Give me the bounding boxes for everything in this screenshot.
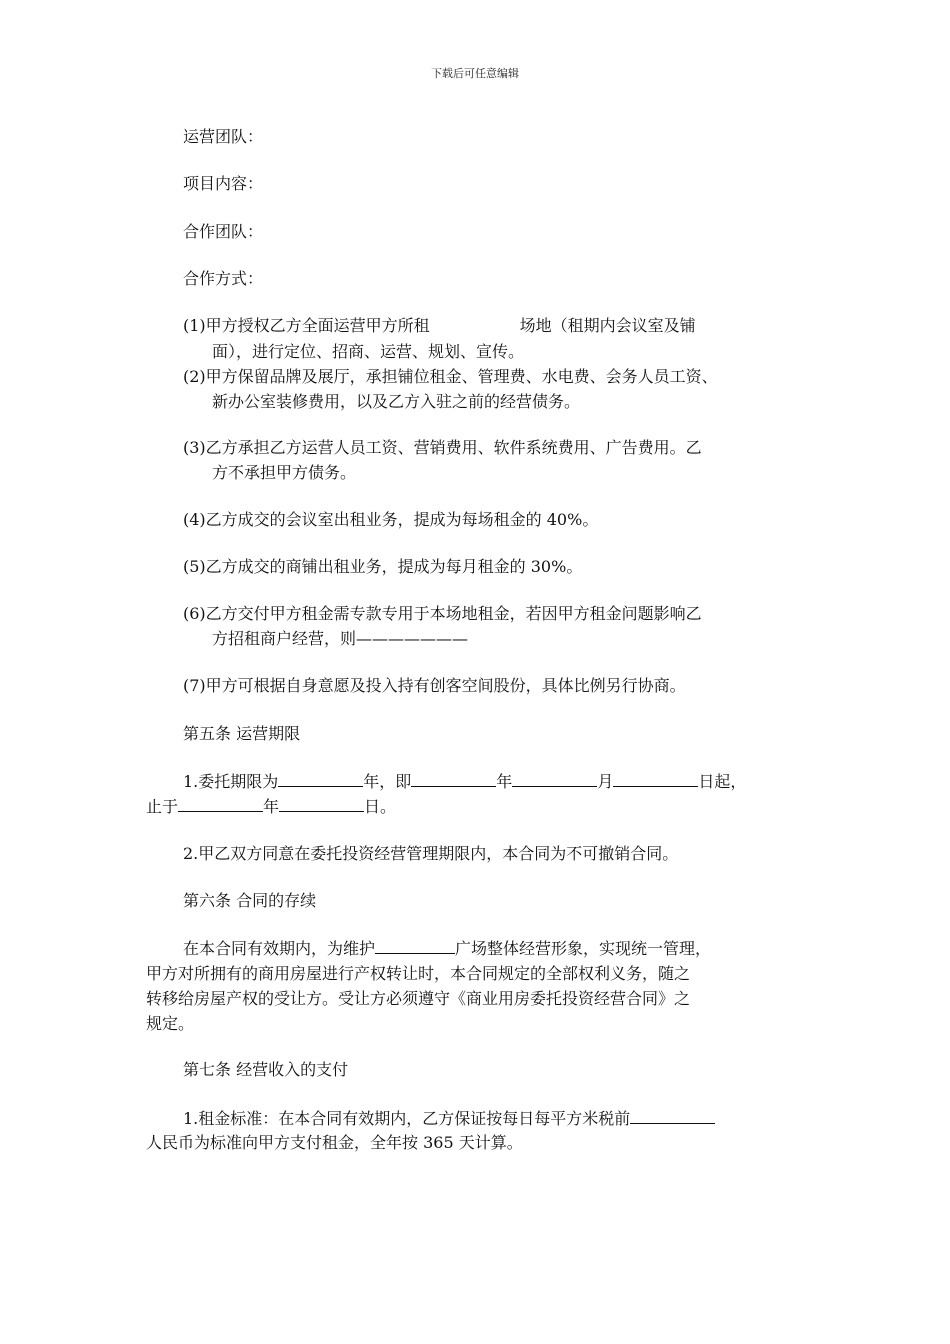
article-7-para-1 <box>183 1106 715 1131</box>
end-year-label: 年 <box>263 797 280 816</box>
field-cooperation-team: 合作团队： <box>183 222 264 241</box>
article-7-para-1-cont: 人民币为标准向甲方支付租金，全年按 365 天计算。 <box>146 1133 523 1152</box>
cooperation-item-1 <box>183 314 696 338</box>
article-6-text-a: 在本合同有效期内，为维护 <box>183 939 376 958</box>
cooperation-item-2-cont: 新办公室装修费用，以及乙方入驻之前的经营债务。 <box>212 392 581 411</box>
rent-standard-text: 1.租金标准：在本合同有效期内，乙方保证按每日每平方米税前 <box>183 1109 631 1128</box>
start-year-label: 年 <box>496 772 513 791</box>
cooperation-item-7: (7)甲方可根据自身意愿及投入持有创客空间股份，具体比例另行协商。 <box>183 676 686 695</box>
blank-start-day <box>613 769 698 787</box>
term-year-label: 年，即 <box>363 772 412 791</box>
cooperation-item-5: (5)乙方成交的商铺出租业务，提成为每月租金的 30%。 <box>183 557 583 576</box>
term-label: 1.委托期限为 <box>183 772 279 791</box>
cooperation-item-3-cont: 方不承担甲方债务。 <box>212 463 357 482</box>
item-1-text-b: 场地（租期内会议室及铺 <box>519 316 696 335</box>
article-6-para-1 <box>183 936 711 961</box>
end-label: 止于 <box>146 797 179 816</box>
article-5-para-1 <box>183 769 746 794</box>
field-project-content: 项目内容： <box>183 174 264 193</box>
article-6-para-1-line-3: 转移给房屋产权的受让方。受让方必须遵守《商业用房委托投资经营合同》之 <box>146 989 691 1008</box>
blank-rent-amount <box>630 1106 715 1124</box>
field-cooperation-mode: 合作方式： <box>183 269 264 288</box>
blank-end-year <box>178 794 263 812</box>
blank-start-year <box>411 769 496 787</box>
cooperation-item-2: (2)甲方保留品牌及展厅，承担铺位租金、管理费、水电费、会务人员工资、 <box>183 367 718 386</box>
blank-start-month <box>512 769 597 787</box>
end-day-label: 日。 <box>364 797 397 816</box>
article-6-title: 第六条 合同的存续 <box>183 891 317 910</box>
article-5-para-1-cont <box>146 794 396 819</box>
item-1-text-a: (1)甲方授权乙方全面运营甲方所租 <box>183 316 430 335</box>
cooperation-item-6: (6)乙方交付甲方租金需专款专用于本场地租金，若因甲方租金问题影响乙 <box>183 604 702 623</box>
article-6-para-1-line-4: 规定。 <box>146 1014 195 1033</box>
field-operation-team: 运营团队： <box>183 127 264 146</box>
blank-end-day <box>279 794 364 812</box>
cooperation-item-4: (4)乙方成交的会议室出租业务，提成为每场租金的 40%。 <box>183 510 599 529</box>
article-6-para-1-line-2: 甲方对所拥有的商用房屋进行产权转让时，本合同规定的全部权利义务，随之 <box>146 964 691 983</box>
blank-years <box>278 769 363 787</box>
blank-plaza-name <box>375 936 455 954</box>
cooperation-item-1-cont: 面），进行定位、招商、运营、规划、宣传。 <box>212 342 525 361</box>
start-month-label: 月 <box>597 772 614 791</box>
cooperation-item-3: (3)乙方承担乙方运营人员工资、营销费用、软件系统费用、广告费用。乙 <box>183 438 702 457</box>
article-5-title: 第五条 运营期限 <box>183 724 301 743</box>
page-header: 下载后可任意编辑 <box>431 67 519 80</box>
article-7-title: 第七条 经营收入的支付 <box>183 1060 349 1079</box>
cooperation-item-6-cont: 方招租商户经营，则——————— <box>212 629 469 648</box>
start-day-label: 日起， <box>698 772 747 791</box>
article-6-text-b: 广场整体经营形象，实现统一管理， <box>455 939 712 958</box>
article-5-para-2: 2.甲乙双方同意在委托投资经营管理期限内，本合同为不可撤销合同。 <box>183 844 679 863</box>
